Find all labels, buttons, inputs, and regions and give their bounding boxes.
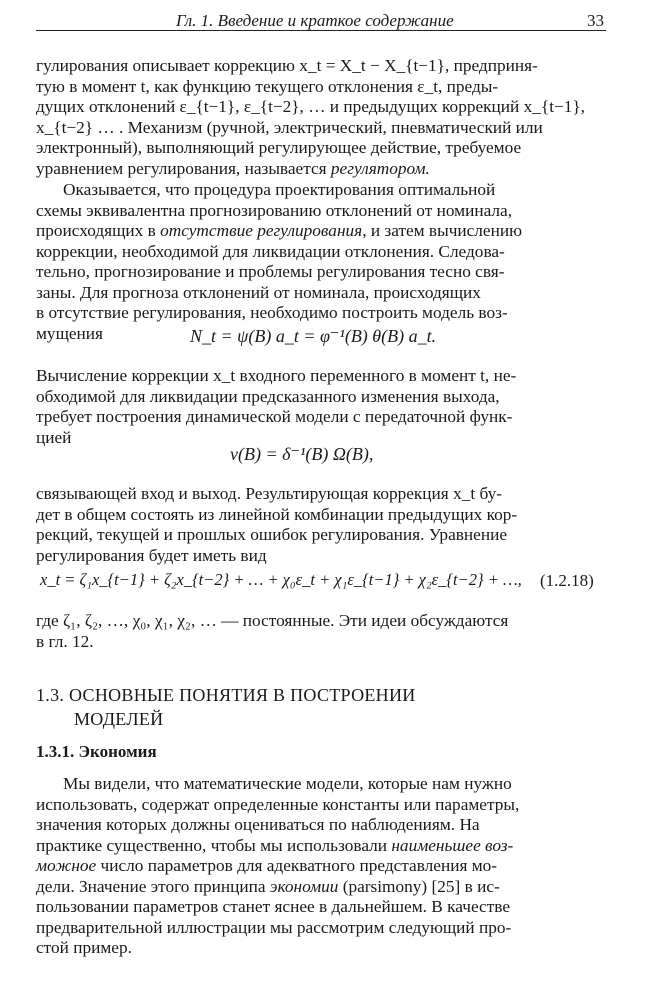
text-line: в отсутствие регулирования, необходимо построить модель воз-	[36, 303, 508, 322]
text-line: гулирования описывает коррекцию x_t = X_t − X_{t−1}, предприня-	[36, 56, 538, 75]
text-line: Мы видели, что математические модели, которые нам нужно	[63, 774, 512, 793]
text-run: практике существенно, чтобы мы использовали	[36, 835, 392, 855]
text-line: Оказывается, что процедура проектирования оптимальной	[63, 180, 496, 199]
term-emphasis: экономии	[269, 876, 339, 896]
term-emphasis: отсутствие регулирования	[160, 221, 363, 240]
text-line: цией	[36, 427, 72, 447]
text-line: коррекции, необходимой для ликвидации отклонения. Следова-	[36, 241, 505, 261]
text-line: дущих отклонений ε_{t−1}, ε_{t−2}, … и предыдущих коррекций x_{t−1},	[36, 97, 585, 116]
text-run: число параметров для адекватного представления мо-	[96, 856, 498, 875]
paragraph-control-equation	[36, 484, 606, 566]
text-line: стой пример.	[36, 938, 132, 957]
text-line: требует построения динамической модели с передаточной функ-	[36, 407, 513, 426]
text-line: Вычисление коррекции x_t входного переменного в момент t, не-	[36, 366, 517, 385]
text-run: (parsimony) [25] в ис-	[338, 876, 500, 896]
text-line	[36, 877, 606, 898]
text-line: пользовании параметров станет яснее в дальнейшем. В качестве	[36, 897, 511, 916]
formula-transfer-function: v(B) = δ⁻¹(B) Ω(B),	[230, 444, 374, 464]
text-line: дет в общем состоять из линейной комбинации предыдущих кор-	[36, 504, 518, 524]
term-emphasis: регулятором.	[330, 158, 430, 178]
text-line: схемы эквивалентна прогнозированию отклонений от номинала,	[36, 200, 513, 220]
paragraph-parsimony	[36, 774, 606, 959]
text-line: значения которых должны оцениваться по наблюдениям. На	[36, 815, 480, 834]
section-heading-line: 1.3. ОСНОВНЫЕ ПОНЯТИЯ В ПОСТРОЕНИИ	[36, 685, 416, 705]
text-line: электронный), выполняющий регулирующее действие, требуемое	[36, 138, 522, 157]
term-emphasis: наименьшее воз-	[391, 835, 514, 855]
paragraph-constants	[36, 611, 606, 652]
text-line: рекций, текущей и прошлых ошибок регулирования. Уравнение	[36, 525, 507, 544]
text-line	[36, 221, 606, 242]
paragraph-regulator	[36, 56, 606, 179]
running-title: Гл. 1. Введение и краткое содержание	[176, 11, 454, 30]
text-line: предварительной иллюстрации мы рассмотрим следующий про-	[36, 917, 512, 937]
text-line: мущения	[36, 323, 103, 343]
text-line: связывающей вход и выход. Результирующая коррекция x_t бу-	[36, 484, 503, 503]
text-run: происходящих в	[36, 221, 161, 240]
text-run: , и затем вычислению	[362, 221, 523, 240]
text-line	[36, 159, 606, 180]
text-line	[36, 836, 606, 857]
section-heading	[36, 683, 416, 731]
paragraph-optimal-scheme	[36, 180, 606, 344]
text-line: тельно, прогнозирование и проблемы регулирования тесно свя-	[36, 262, 505, 281]
paragraph-correction	[36, 366, 606, 448]
subsection-heading: 1.3.1. Экономия	[36, 742, 157, 761]
page-number: 33	[587, 11, 604, 30]
running-header	[36, 8, 606, 31]
text-line: использовать, содержат определенные константы или параметры,	[36, 794, 520, 814]
text-line: где ζ₁, ζ₂, …, χ₀, χ₁, χ₂, … — постоянные. Эти идеи обсуждаются	[36, 611, 509, 630]
formula-control-equation: x_t = ζ₁x_{t−1} + ζ₂x_{t−2} + … + χ₀ε_t + χ₁ε_{t−1} + χ₂ε_{t−2} + …,	[40, 570, 522, 589]
text-run: уравнением регулирования, называется	[36, 158, 331, 178]
equation-number: (1.2.18)	[540, 571, 594, 590]
text-line: тую в момент t, как функцию текущего отклонения ε_t, преды-	[36, 76, 499, 96]
text-line	[36, 856, 606, 877]
section-heading-line: МОДЕЛЕЙ	[74, 709, 164, 729]
text-line: x_{t−2} … . Механизм (ручной, электрический, пневматический или	[36, 117, 543, 137]
text-line: обходимой для ликвидации предсказанного изменения выхода,	[36, 386, 500, 406]
formula-disturbance-model: N_t = ψ(B) a_t = φ⁻¹(B) θ(B) a_t.	[190, 326, 437, 346]
text-line: заны. Для прогноза отклонений от номинала, происходящих	[36, 282, 481, 302]
text-line: регулирования будет иметь вид	[36, 545, 267, 565]
text-line: в гл. 12.	[36, 631, 94, 651]
term-emphasis: можное	[36, 856, 97, 875]
text-run: дели. Значение этого принципа	[36, 876, 270, 896]
